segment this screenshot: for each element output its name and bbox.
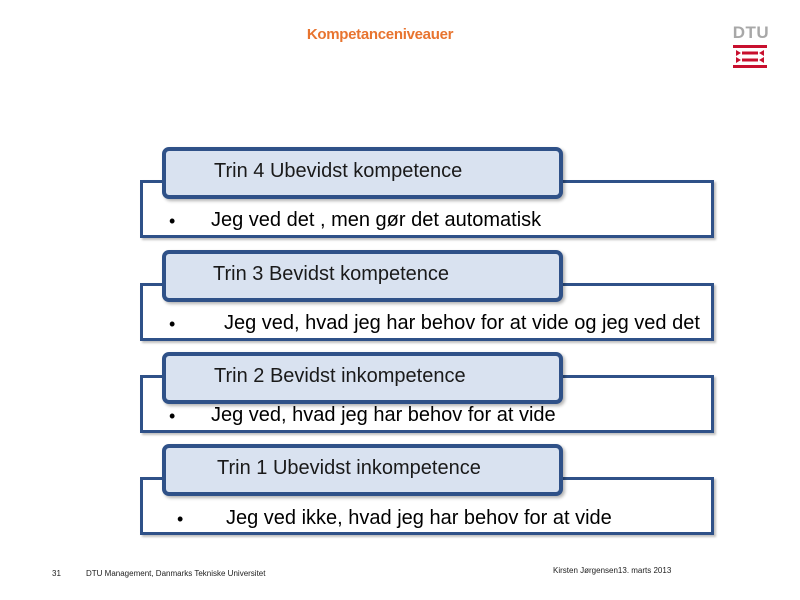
level-4-text: Jeg ved det , men gør det automatisk [211, 209, 542, 231]
level-4-bullet: • [169, 211, 176, 231]
level-2-text: Jeg ved, hvad jeg har behov for at vide [211, 404, 556, 426]
page-number: 31 [52, 569, 61, 578]
slide-title: Kompetanceniveauer [306, 26, 454, 43]
level-2-tab [162, 352, 563, 404]
level-1-bullet: • [177, 509, 184, 529]
level-3-text: Jeg ved, hvad jeg har behov for at vide og jeg ved det [224, 312, 700, 334]
level-3-bullet: • [169, 314, 176, 334]
dtu-logo-emblem-icon [733, 45, 767, 71]
level-1-text: Jeg ved ikke, hvad jeg har behov for at vide [226, 507, 612, 529]
footer-author-date: Kirsten Jørgensen13. marts 2013 [553, 566, 672, 575]
level-1-tab [162, 444, 563, 496]
level-3-heading: Trin 3 Bevidst kompetence [213, 263, 450, 285]
level-4-tab [162, 147, 563, 199]
level-3-tab [162, 250, 563, 302]
level-2-bullet: • [169, 406, 176, 426]
level-1-heading: Trin 1 Ubevidst inkompetence [217, 457, 481, 479]
footer-organization: DTU Management, Danmarks Tekniske Universitet [86, 569, 266, 578]
level-2-heading: Trin 2 Bevidst inkompetence [214, 365, 466, 387]
dtu-logo-text: DTU [732, 23, 770, 42]
level-4-heading: Trin 4 Ubevidst kompetence [214, 160, 463, 182]
dtu-logo [731, 24, 771, 70]
